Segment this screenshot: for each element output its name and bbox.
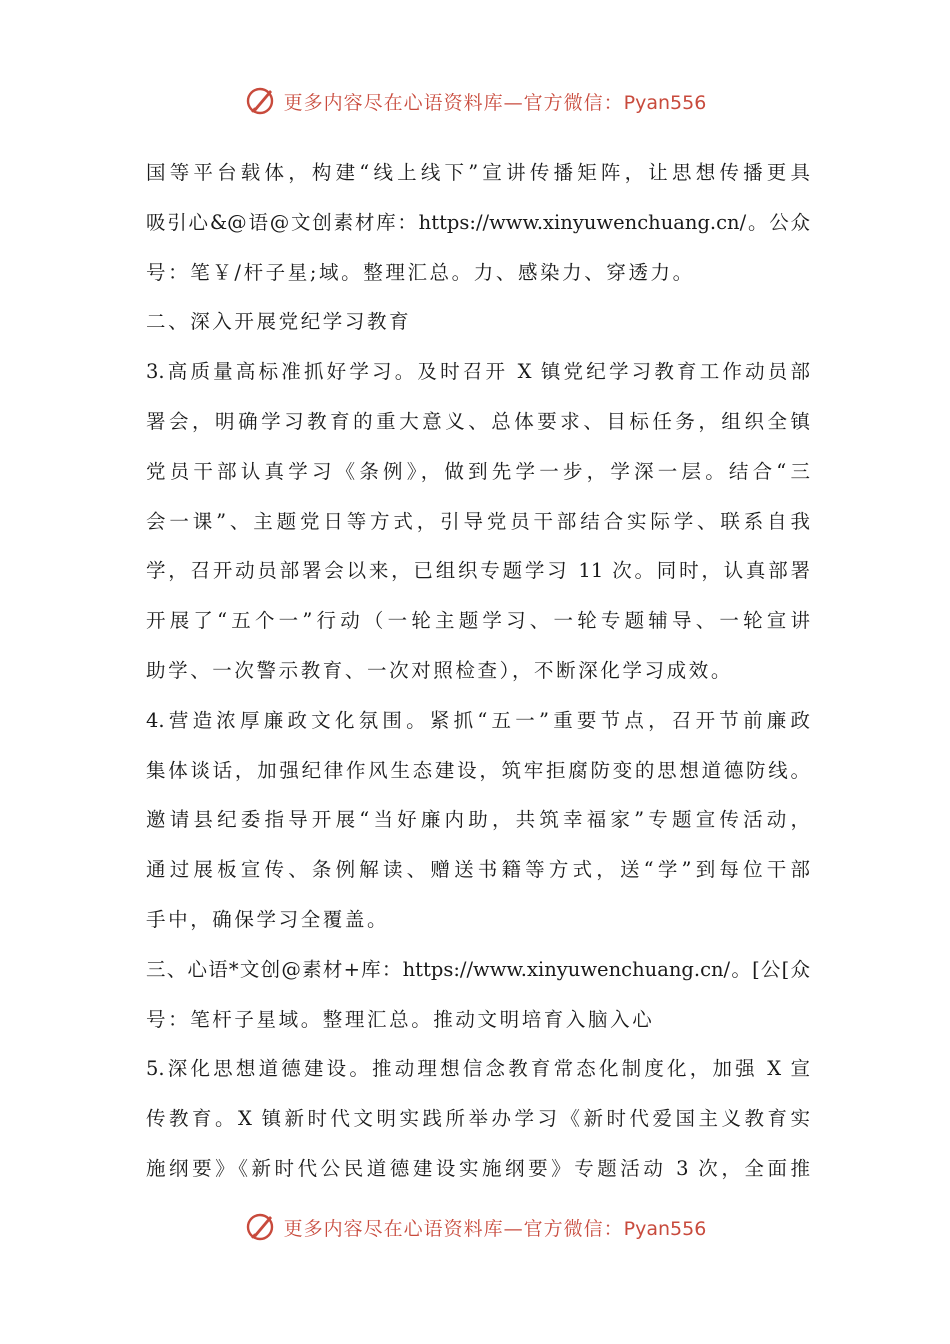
text-line: 署会，明确学习教育的重大意义、总体要求、目标任务，组织全镇	[146, 409, 810, 433]
text-line: 国等平台载体，构建“线上线下”宣讲传播矩阵，让思想传播更具	[146, 161, 810, 184]
text-line: 施纲要》《新时代公民道德建设实施纲要》专题活动 3 次，全面推	[146, 1156, 810, 1180]
watermark-wechat-id: Pyan556	[623, 1217, 707, 1240]
text-line: 号：笔￥/杆子星;域。整理汇总。力、感染力、穿透力。	[146, 260, 695, 284]
text-line: 会一课”、主题党日等方式，引导党员干部结合实际学、联系自我	[146, 509, 810, 533]
text-line: 学，召开动员部署会以来，已组织专题学习 11 次。同时，认真部署	[146, 559, 810, 583]
text-line: 手中，确保学习全覆盖。	[146, 907, 390, 931]
watermark-text: 更多内容尽在心语资料库—官方微信：Pyan556	[283, 91, 707, 114]
text-line: 集体谈话，加强纪律作风生态建设，筑牢拒腐防变的思想道德防线。	[146, 758, 810, 782]
text-line: 4.营造浓厚廉政文化氛围。紧抓“五一”重要节点，召开节前廉政	[146, 708, 810, 732]
text-line: 开展了“五个一”行动（一轮主题学习、一轮专题辅导、一轮宣讲	[146, 609, 810, 633]
watermark-text: 更多内容尽在心语资料库—官方微信：Pyan556	[283, 1217, 707, 1240]
text-line: 吸引心&@语@文创素材库：https://www.xinyuwenchuang.cn/。公众	[146, 210, 810, 234]
section-heading: 三、心语*文创@素材+库：https://www.xinyuwenchuang.cn/。[公[众	[146, 957, 810, 981]
text-line: 5.深化思想道德建设。推动理想信念教育常态化制度化，加强 X 宣	[146, 1057, 810, 1081]
text-line: 通过展板宣传、条例解读、赠送书籍等方式，送“学”到每位干部	[146, 858, 810, 882]
footer-watermark	[0, 1210, 950, 1244]
header-watermark	[0, 84, 950, 118]
text-line: 传教育。X 镇新时代文明实践所举办学习《新时代爱国主义教育实	[146, 1107, 810, 1131]
text-line: 邀请县纪委指导开展“当好廉内助，共筑幸福家”专题宣传活动，	[146, 808, 810, 832]
quill-logo-icon	[244, 1210, 278, 1244]
section-heading: 二、深入开展党纪学习教育	[146, 310, 412, 334]
text-line: 党员干部认真学习《条例》，做到先学一步，学深一层。结合“三	[146, 459, 810, 483]
quill-logo-icon	[244, 84, 278, 118]
text-line: 3.高质量高标准抓好学习。及时召开 X 镇党纪学习教育工作动员部	[146, 360, 810, 384]
text-line: 号：笔杆子星域。整理汇总。推动文明培育入脑入心	[146, 1007, 655, 1031]
text-line: 助学、一次警示教育、一次对照检查），不断深化学习成效。	[146, 658, 733, 682]
document-body	[146, 148, 810, 1194]
watermark-wechat-id: Pyan556	[623, 91, 707, 114]
